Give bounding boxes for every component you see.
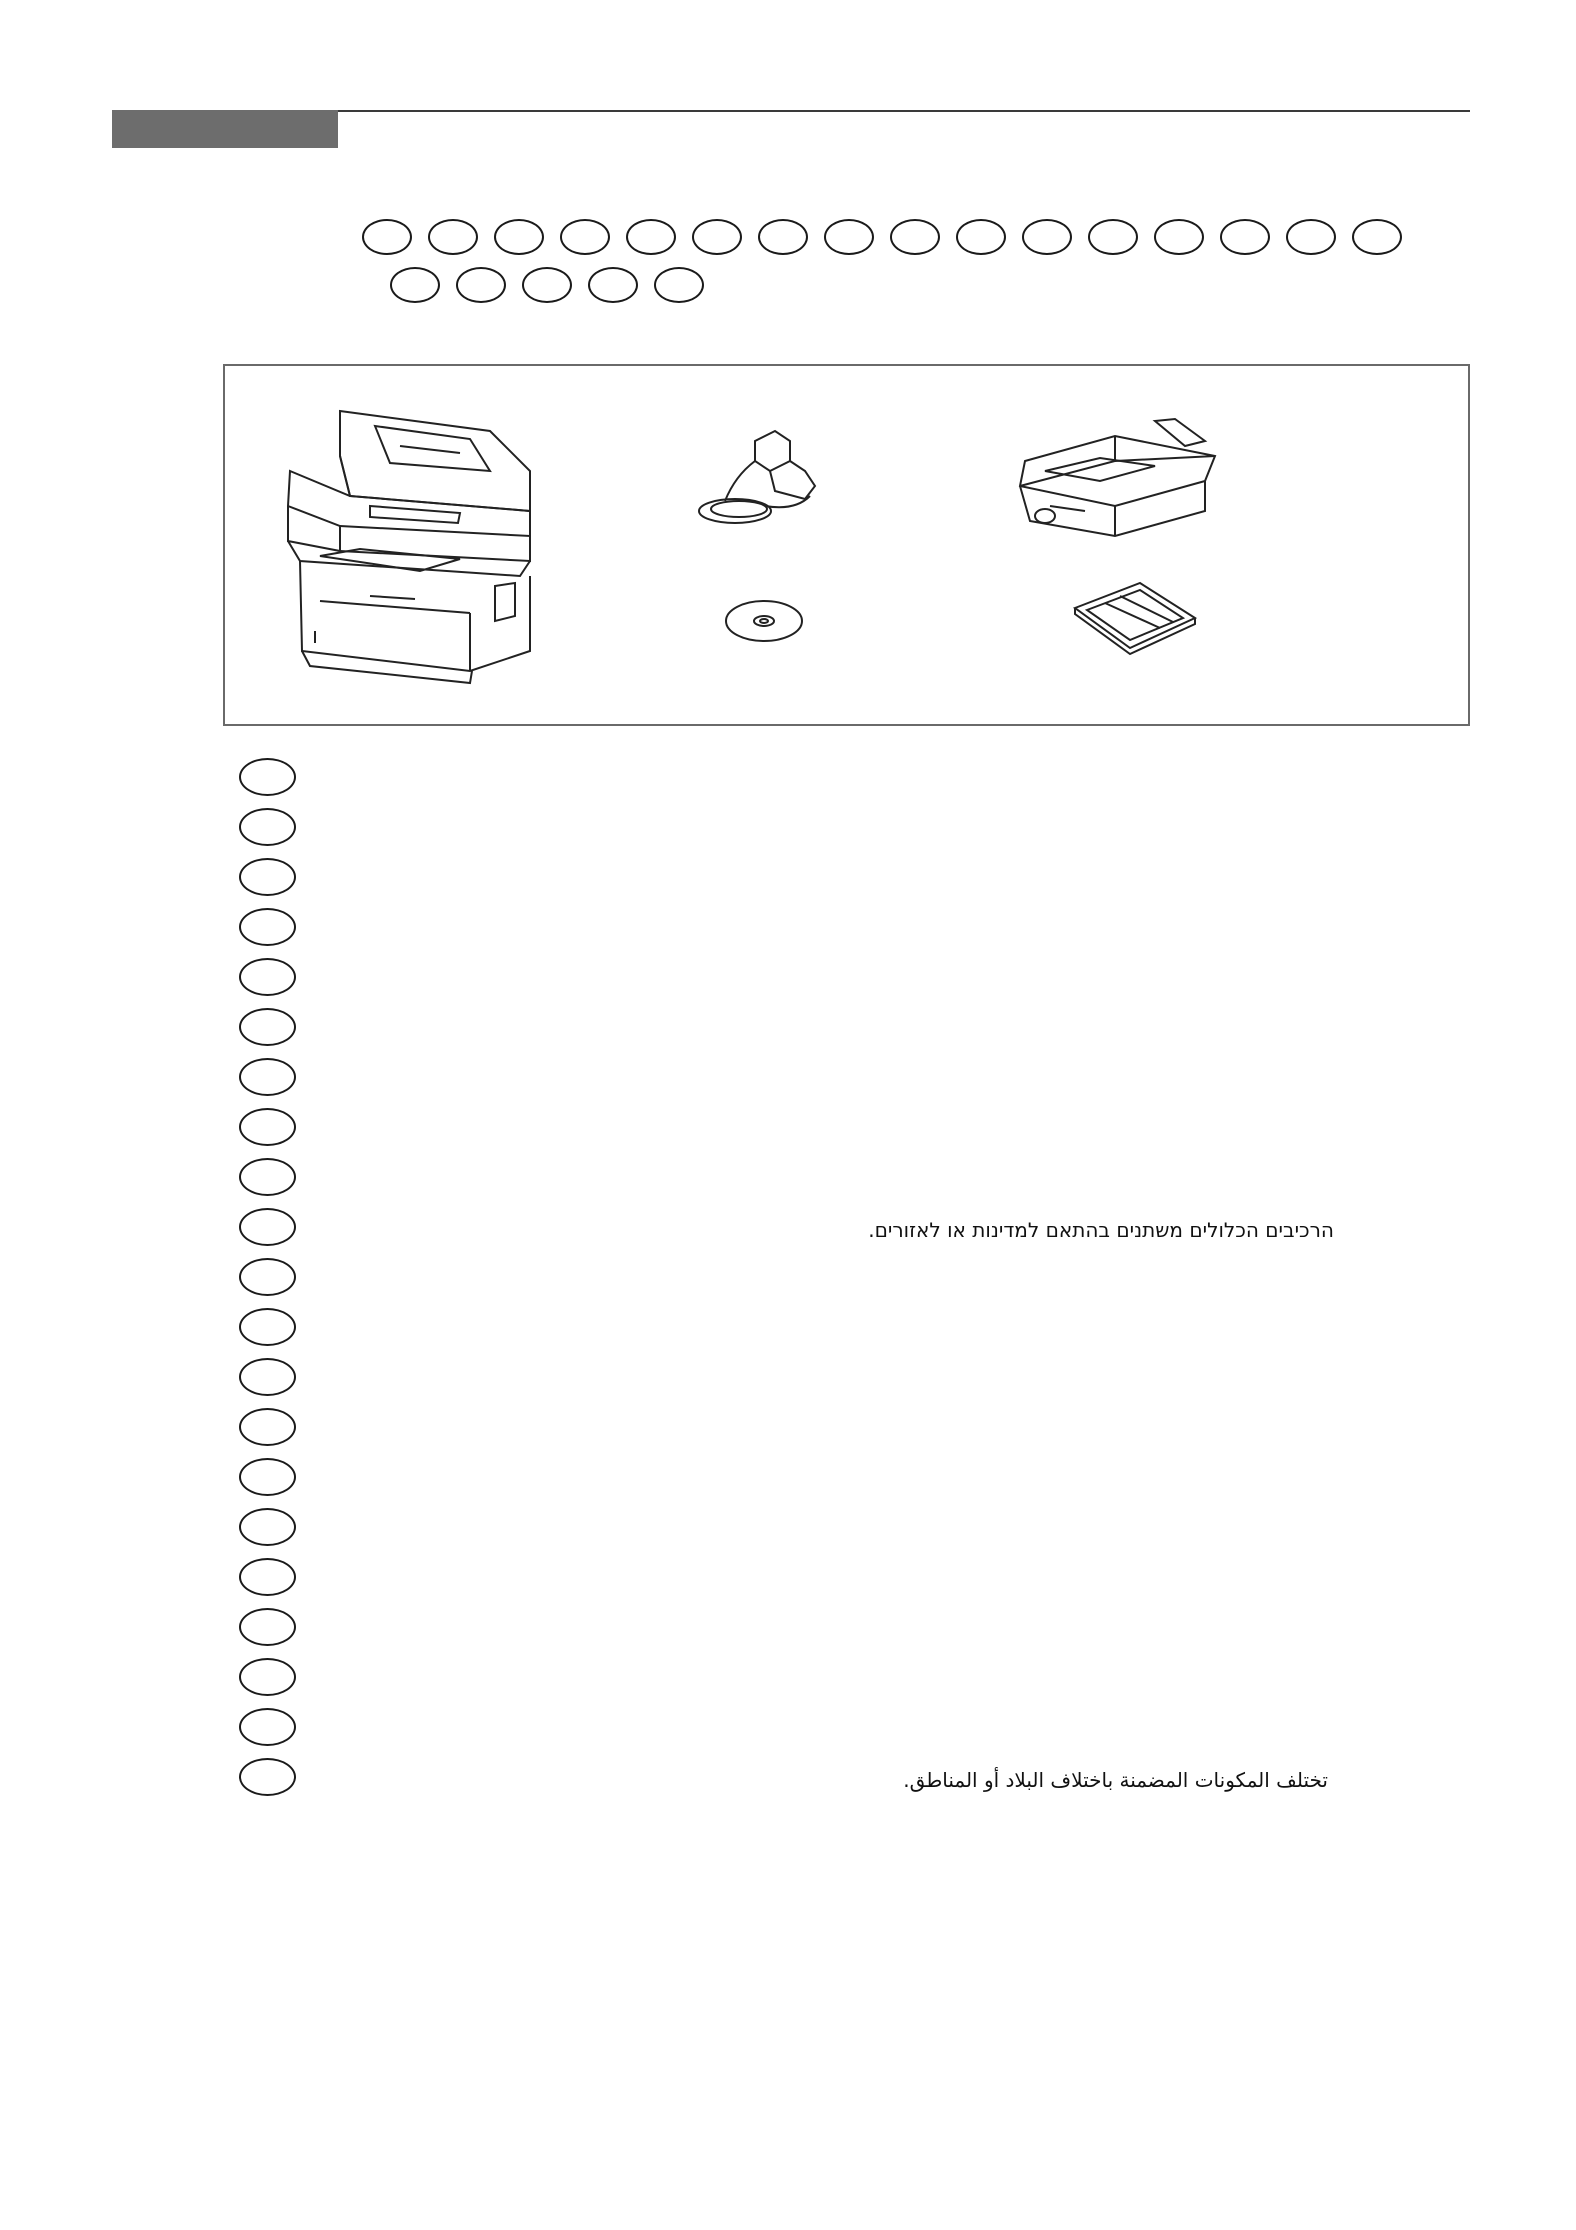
- toner-container-illustration: [1005, 411, 1225, 551]
- printer-illustration: [280, 401, 550, 691]
- power-cord-illustration: [695, 421, 835, 541]
- language-marker: [428, 219, 478, 255]
- language-marker: [239, 1208, 296, 1246]
- language-marker: [239, 858, 296, 896]
- note-arabic: تختلف المكونات المضمنة باختلاف البلاد أو المناطق.: [903, 1768, 1328, 1792]
- language-marker: [239, 1258, 296, 1296]
- language-marker: [239, 1008, 296, 1046]
- language-marker: [239, 958, 296, 996]
- language-marker-row: [0, 0, 1576, 320]
- language-marker: [1286, 219, 1336, 255]
- language-marker: [362, 219, 412, 255]
- language-marker: [626, 219, 676, 255]
- language-marker: [1154, 219, 1204, 255]
- language-marker: [239, 1058, 296, 1096]
- language-marker: [588, 267, 638, 303]
- language-marker: [239, 908, 296, 946]
- cd-rom-illustration: [720, 591, 810, 651]
- language-marker: [239, 1308, 296, 1346]
- language-marker: [239, 758, 296, 796]
- language-marker: [239, 1508, 296, 1546]
- package-contents-figure: [223, 364, 1470, 726]
- language-marker: [692, 219, 742, 255]
- language-marker: [956, 219, 1006, 255]
- language-marker: [494, 219, 544, 255]
- language-marker: [239, 1608, 296, 1646]
- language-marker: [239, 1708, 296, 1746]
- language-marker: [560, 219, 610, 255]
- language-marker: [1022, 219, 1072, 255]
- language-marker: [239, 1358, 296, 1396]
- note-hebrew: הרכיבים הכלולים משתנים בהתאם למדינות או לאזורים.: [868, 1218, 1334, 1242]
- language-marker: [239, 808, 296, 846]
- language-marker: [654, 267, 704, 303]
- language-marker: [239, 1158, 296, 1196]
- language-marker: [456, 267, 506, 303]
- language-marker: [1088, 219, 1138, 255]
- language-marker: [239, 1658, 296, 1696]
- language-marker: [890, 219, 940, 255]
- language-marker: [390, 267, 440, 303]
- language-marker: [522, 267, 572, 303]
- language-marker: [239, 1558, 296, 1596]
- language-marker: [758, 219, 808, 255]
- language-marker: [239, 1758, 296, 1796]
- language-marker: [1220, 219, 1270, 255]
- document-sleeve-illustration: [1065, 578, 1205, 658]
- language-marker: [1352, 219, 1402, 255]
- language-marker: [239, 1458, 296, 1496]
- language-marker: [824, 219, 874, 255]
- language-marker: [239, 1108, 296, 1146]
- language-marker: [239, 1408, 296, 1446]
